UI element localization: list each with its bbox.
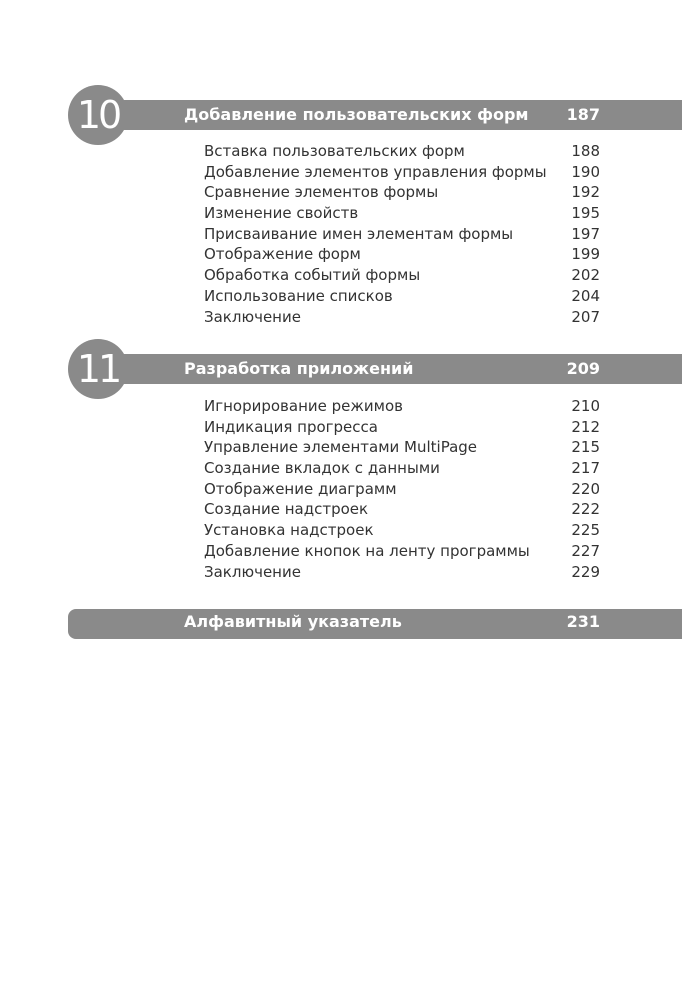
toc-entry-page: 220 — [571, 479, 600, 498]
toc-entry-title: Вставка пользовательских форм — [204, 142, 465, 160]
toc-entry[interactable] — [204, 244, 600, 265]
toc-entry-page: 222 — [571, 500, 600, 519]
toc-entry[interactable] — [204, 499, 600, 520]
toc-entry[interactable] — [204, 458, 600, 479]
toc-entry-title: Обработка событий формы — [204, 266, 421, 285]
toc-entry[interactable] — [204, 265, 600, 286]
toc-entry-page: 207 — [571, 307, 600, 326]
toc-entry[interactable] — [204, 417, 600, 438]
toc-entry-title: Изменение свойств — [204, 204, 359, 223]
index-page-number: 231 — [566, 612, 600, 631]
toc-entry-page: 202 — [571, 266, 600, 285]
chapter-page-number: 187 — [566, 105, 600, 124]
toc-entry-page: 195 — [571, 204, 600, 223]
toc-entry-title: Установка надстроек — [204, 521, 374, 540]
toc-entry-title: Добавление элементов управления формы — [204, 162, 547, 181]
toc-entry[interactable] — [204, 182, 600, 203]
toc-entry-page: 197 — [571, 224, 600, 243]
toc-entry[interactable] — [204, 141, 600, 162]
toc-entry-title: Добавление кнопок на ленту программы — [204, 541, 530, 560]
toc-entry[interactable] — [204, 520, 600, 541]
toc-entry[interactable] — [204, 541, 600, 562]
toc-entry-title: Создание вкладок с данными — [204, 459, 440, 478]
index-title[interactable]: Алфавитный указатель — [184, 612, 402, 631]
toc-entry[interactable] — [204, 396, 600, 417]
chapter-number-badge: 11 — [68, 339, 128, 399]
toc-entry-page: 188 — [571, 142, 600, 160]
toc-entry-title: Индикация прогресса — [204, 417, 378, 436]
chapter-page-number: 209 — [566, 359, 600, 378]
chapter-11-entries — [204, 396, 600, 582]
toc-entry-page: 204 — [571, 286, 600, 305]
toc-entry-title: Создание надстроек — [204, 500, 369, 519]
toc-entry-title: Отображение форм — [204, 245, 361, 264]
toc-entry[interactable] — [204, 203, 600, 224]
chapter-title[interactable]: Добавление пользовательских форм — [184, 105, 529, 124]
toc-entry-page: 192 — [571, 183, 600, 202]
toc-entry-title: Отображение диаграмм — [204, 479, 397, 498]
toc-entry-title: Присваивание имен элементам формы — [204, 224, 514, 243]
toc-entry[interactable] — [204, 562, 600, 583]
toc-entry-page: 217 — [571, 459, 600, 478]
toc-entry-title: Сравнение элементов формы — [204, 183, 439, 202]
toc-entry[interactable] — [204, 437, 600, 458]
toc-entry[interactable] — [204, 479, 600, 500]
toc-entry-title: Игнорирование режимов — [204, 397, 403, 415]
chapter-number-badge: 10 — [68, 85, 128, 145]
toc-entry-page: 225 — [571, 521, 600, 540]
toc-entry[interactable] — [204, 307, 600, 328]
toc-entry[interactable] — [204, 162, 600, 183]
toc-entry-page: 227 — [571, 541, 600, 560]
toc-entry-title: Заключение — [204, 562, 301, 581]
toc-entry[interactable] — [204, 286, 600, 307]
toc-entry-page: 215 — [571, 438, 600, 457]
toc-entry[interactable] — [204, 224, 600, 245]
toc-entry-page: 212 — [571, 417, 600, 436]
toc-entry-page: 199 — [571, 245, 600, 264]
toc-entry-page: 229 — [571, 562, 600, 581]
toc-entry-title: Управление элементами MultiPage — [204, 438, 478, 457]
toc-entry-title: Использование списков — [204, 286, 393, 305]
toc-entry-page: 190 — [571, 162, 600, 181]
chapter-title[interactable]: Разработка приложений — [184, 359, 414, 378]
toc-entry-title: Заключение — [204, 307, 301, 326]
toc-entry-page: 210 — [571, 397, 600, 415]
chapter-10-entries — [204, 141, 600, 327]
